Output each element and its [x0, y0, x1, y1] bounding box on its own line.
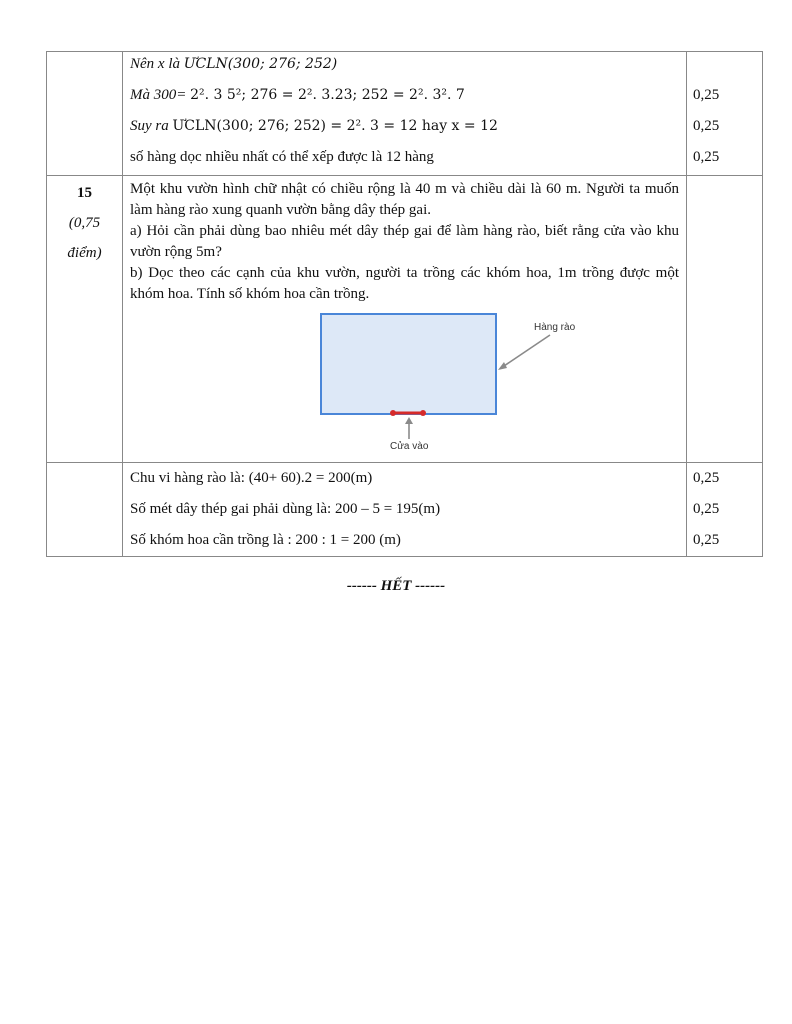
points-value: 0,25	[693, 470, 720, 486]
solution-line: Suy ra ƯCLN(300; 276; 252) = 2². 3 = 12 hay x = 12	[130, 118, 498, 134]
gate-left-end	[390, 410, 396, 416]
points-value	[687, 49, 762, 80]
points-cell	[687, 52, 763, 176]
points-value: 0,25	[693, 118, 720, 134]
question-score-unit: điểm)	[67, 245, 102, 261]
solution-line: Chu vi hàng rào là: (40+ 60).2 = 200(m)	[130, 470, 373, 486]
question-number: 15	[77, 185, 92, 201]
solution-cell	[123, 52, 687, 176]
gate-label: Cửa vào	[390, 441, 429, 452]
garden-rectangle	[321, 314, 496, 414]
gate-right-end	[420, 410, 426, 416]
solution-line: Nên x là ƯCLN(300; 276; 252)	[130, 56, 338, 72]
question-part-a: a) Hỏi cần phải dùng bao nhiêu mét dây thép gai để làm hàng rào, biết rằng cửa vào khu vườn rộng 5m?	[130, 223, 679, 260]
fence-arrow	[501, 335, 550, 368]
points-cell	[687, 176, 763, 463]
question-row-15	[47, 176, 763, 463]
question-number-cell	[47, 176, 123, 463]
points-cell	[687, 463, 763, 557]
solution-line: Mà 300= 2². 3 5²; 276 = 2². 3.23; 252 = 2². 3². 7	[130, 87, 465, 103]
question-text-cell	[123, 176, 687, 463]
question-part-b: b) Dọc theo các cạnh của khu vườn, người ta trồng các khóm hoa, 1m trồng được một khóm hoa. Tính số khóm hoa cần trồng.	[130, 265, 679, 302]
points-value: 0,25	[693, 532, 720, 548]
answer-row-q14-continued	[47, 52, 763, 176]
answer-row-q15	[47, 463, 763, 557]
solution-line: số hàng dọc nhiều nhất có thể xếp được là 12 hàng	[130, 149, 434, 165]
points-value: 0,25	[693, 501, 720, 517]
solution-cell	[123, 463, 687, 557]
gate-arrowhead	[405, 417, 413, 424]
question-score: (0,75	[68, 215, 101, 231]
garden-diagram	[123, 309, 683, 462]
points-value: 0,25	[693, 149, 720, 165]
question-number-cell	[47, 52, 123, 176]
answer-table	[46, 51, 763, 557]
fence-label: Hàng rào	[534, 322, 576, 333]
solution-line: Số mét dây thép gai phải dùng là: 200 – 5 = 195(m)	[130, 501, 441, 517]
garden-figure	[123, 309, 683, 462]
end-marker: ------ HẾT ------	[346, 578, 446, 594]
question-number-cell	[47, 463, 123, 557]
solution-line: Số khóm hoa cần trồng là : 200 : 1 = 200 (m)	[130, 532, 401, 548]
points-value: 0,25	[693, 87, 720, 103]
question-paragraph: Một khu vườn hình chữ nhật có chiều rộng là 40 m và chiều dài là 60 m. Người ta muốn làm hàng rào xung quanh vườn bằng dây thép gai.	[130, 181, 679, 218]
fence-arrowhead	[498, 362, 507, 370]
